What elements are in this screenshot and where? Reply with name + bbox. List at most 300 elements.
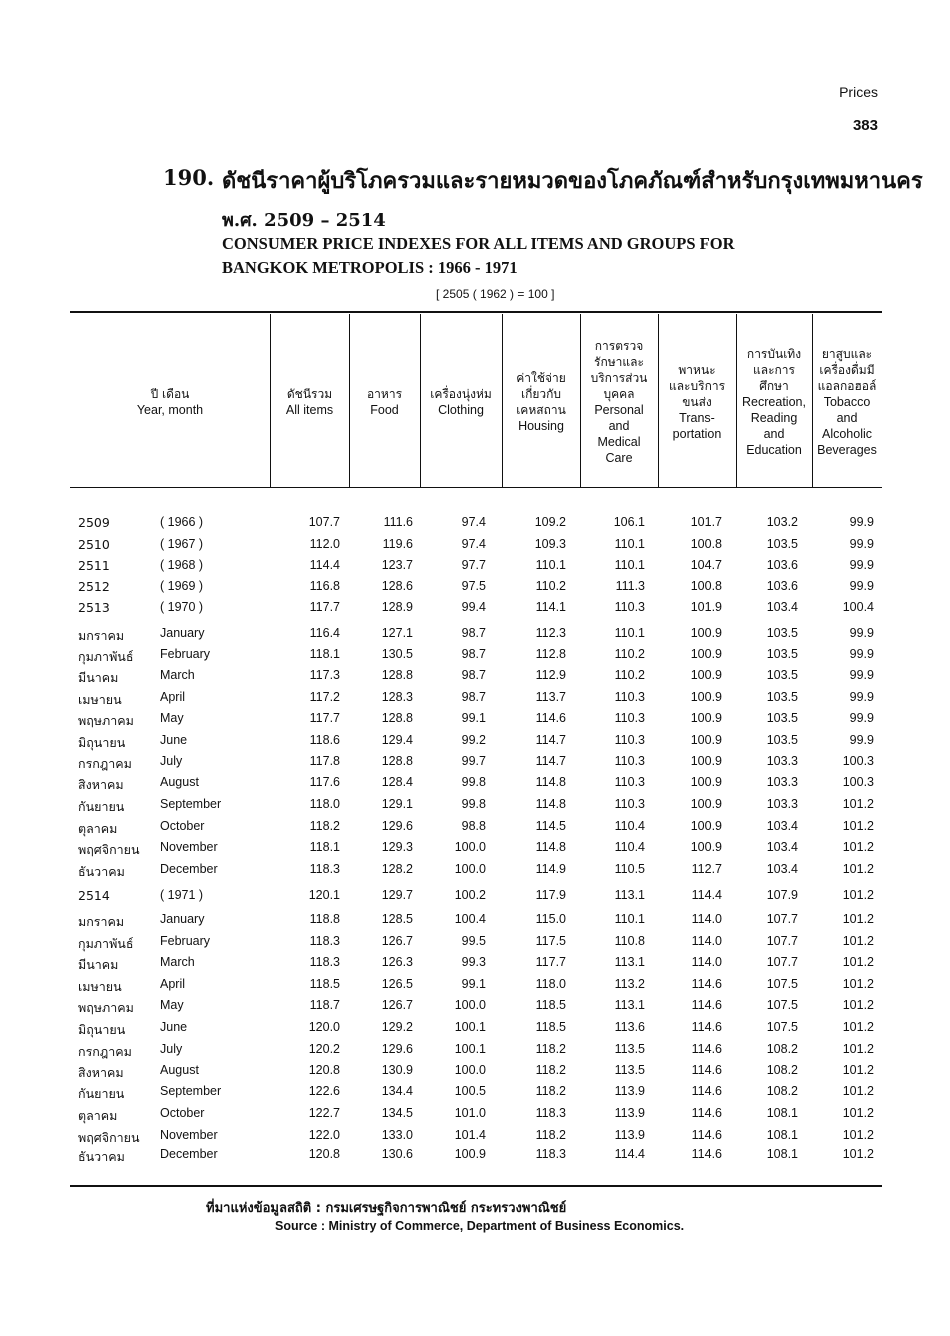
table-cell: 99.9 [849,579,874,593]
table-cell: 129.1 [381,797,413,811]
table-cell: 134.5 [381,1106,413,1120]
table-cell: 122.6 [308,1084,340,1098]
header-bottom-rule [70,487,882,488]
row-label-english: ( 1968 ) [160,558,204,572]
table-cell: 110.1 [614,558,645,572]
table-cell: 108.1 [766,1106,798,1120]
column-header-thai: บุคคล [603,387,635,401]
table-cell: 100.3 [842,754,874,768]
table-cell: 103.5 [766,668,798,682]
row-label-thai: มกราคม [78,628,125,643]
table-cell: 112.8 [535,647,566,661]
table-cell: 120.8 [308,1063,340,1077]
table-cell: 103.6 [766,579,798,593]
row-label-english: May [160,711,184,725]
row-label-english: April [160,977,186,991]
table-row [0,577,950,597]
table-row [0,1082,950,1102]
table-cell: 118.5 [535,998,566,1012]
table-cell: 117.9 [535,888,566,902]
table-cell: 110.1 [614,626,645,640]
row-label-thai: 2514 [78,888,110,903]
table-cell: 101.0 [454,1106,486,1120]
table-cell: 100.0 [454,998,486,1012]
row-label-english: July [160,1042,183,1056]
table-row [0,860,950,880]
subtitle-thai-years: พ.ศ. 2509 – 2514 [222,210,386,231]
table-cell: 101.4 [454,1128,486,1142]
table-cell: 114.8 [535,775,566,789]
table-cell: 128.3 [381,690,413,704]
row-label-thai: 2512 [78,579,110,594]
table-cell: 128.2 [381,862,413,876]
table-cell: 115.0 [535,912,566,926]
table-row [0,556,950,576]
table-cell: 109.3 [534,537,566,551]
table-cell: 97.5 [461,579,486,593]
row-label-thai: มิถุนายน [78,1022,126,1037]
table-cell: 114.6 [691,1042,722,1056]
table-row [0,731,950,751]
table-cell: 101.2 [842,912,874,926]
table-cell: 97.4 [461,515,486,529]
column-header-english: Reading [750,411,798,425]
table-cell: 107.5 [766,977,798,991]
row-label-english: January [160,912,205,926]
table-cell: 117.3 [309,668,340,682]
row-label-english: September [160,797,222,811]
table-cell: 104.7 [690,558,722,572]
table-cell: 126.7 [381,934,413,948]
table-cell: 99.9 [849,515,874,529]
row-label-english: ( 1969 ) [160,579,204,593]
table-row [0,535,950,555]
table-cell: 107.7 [766,934,798,948]
table-row [0,688,950,708]
column-header-english: and [836,411,858,425]
table-cell: 103.3 [766,797,798,811]
table-cell: 99.5 [461,934,486,948]
source-note-thai: ที่มาแห่งข้อมูลสถิติ : กรมเศรษฐกิจการพาณิชย์ กระทรวงพาณิชย์ [206,1201,567,1216]
table-row [0,886,950,906]
table-cell: 114.7 [535,754,566,768]
row-label-english: November [160,1128,218,1142]
column-header-thai: พาหนะ [678,363,716,377]
table-cell: 118.2 [535,1042,566,1056]
row-label-english: December [160,862,218,876]
table-cell: 103.4 [766,840,798,854]
table-cell: 114.0 [691,912,722,926]
row-label-thai: เมษายน [78,979,122,994]
table-cell: 101.2 [842,1063,874,1077]
table-cell: 110.3 [614,690,645,704]
table-cell: 133.0 [381,1128,413,1142]
table-cell: 117.7 [535,955,566,969]
column-header-thai: เครื่องนุ่งห่ม [430,387,492,401]
column-header-thai: บริการส่วน [590,371,648,385]
table-cell: 116.8 [309,579,340,593]
row-label-thai: สิงหาคม [78,777,124,792]
table-row [0,817,950,837]
table-cell: 103.6 [766,558,798,572]
table-cell: 117.7 [309,711,340,725]
table-cell: 114.8 [535,797,566,811]
row-label-thai: มีนาคม [78,670,119,685]
row-label-english: October [160,1106,205,1120]
column-header [580,318,658,486]
table-cell: 99.9 [849,647,874,661]
table-bottom-rule [70,1185,882,1187]
table-cell: 100.8 [690,579,722,593]
table-cell: 99.9 [849,626,874,640]
table-cell: 101.7 [690,515,722,529]
column-header-english: Medical [597,435,641,449]
column-header-english: Recreation, [742,395,806,409]
table-cell: 100.9 [690,690,722,704]
column-header [349,318,420,486]
row-label-english: November [160,840,218,854]
column-header-english: Food [370,403,399,417]
table-cell: 110.2 [614,668,645,682]
table-cell: 100.9 [690,626,722,640]
base-year-note: [ 2505 ( 1962 ) = 100 ] [436,287,555,301]
table-cell: 128.8 [381,754,413,768]
table-cell: 114.8 [535,840,566,854]
table-cell: 110.4 [614,819,645,833]
table-cell: 99.8 [461,797,486,811]
table-cell: 108.1 [766,1128,798,1142]
row-label-thai: ธันวาคม [78,1149,125,1164]
table-cell: 111.3 [615,579,645,593]
table-cell: 100.8 [690,537,722,551]
table-cell: 114.6 [691,1020,722,1034]
row-label-thai: มกราคม [78,914,125,929]
column-header-thai: การตรวจ [594,339,644,353]
table-cell: 101.2 [842,1147,874,1161]
table-cell: 118.1 [309,840,340,854]
page-number: 383 [852,117,878,134]
table-cell: 101.2 [842,955,874,969]
table-cell: 99.7 [461,754,486,768]
table-cell: 114.6 [691,998,722,1012]
table-cell: 113.9 [614,1128,645,1142]
column-header-thai: และการ [753,363,795,377]
table-cell: 107.5 [766,998,798,1012]
column-header-english: Care [605,451,633,465]
table-number: 190. [163,165,215,190]
table-cell: 100.9 [690,754,722,768]
table-cell: 129.4 [381,733,413,747]
column-header [658,318,736,486]
column-header-thai: เคหสถาน [516,403,566,417]
table-cell: 119.6 [382,537,413,551]
table-cell: 110.3 [614,797,645,811]
table-cell: 100.0 [454,862,486,876]
table-cell: 107.7 [308,515,340,529]
table-cell: 99.9 [849,558,874,572]
table-cell: 118.5 [535,1020,566,1034]
table-cell: 114.6 [535,711,566,725]
row-label-thai: พฤศจิกายน [78,842,140,857]
table-cell: 114.0 [691,955,722,969]
table-row [0,513,950,533]
table-cell: 129.3 [381,840,413,854]
column-header-thai: ศึกษา [759,379,789,393]
table-cell: 110.2 [614,647,645,661]
row-label-english: January [160,626,205,640]
column-header-english: All items [285,403,334,417]
row-label-english: July [160,754,183,768]
table-cell: 122.7 [308,1106,340,1120]
table-row [0,996,950,1016]
table-cell: 114.4 [614,1147,645,1161]
row-label-thai: มีนาคม [78,957,119,972]
row-label-english: June [160,733,188,747]
column-header-thai: การบันเทิง [746,347,802,361]
table-cell: 110.1 [614,912,645,926]
table-cell: 103.5 [766,690,798,704]
table-cell: 103.5 [766,537,798,551]
column-header-thai: ปี เดือน [150,387,190,401]
table-cell: 118.7 [309,998,340,1012]
table-cell: 129.6 [381,819,413,833]
column-header [502,318,580,486]
row-label-thai: 2513 [78,600,110,615]
table-cell: 129.2 [381,1020,413,1034]
table-cell: 103.4 [766,862,798,876]
column-header-thai: เครื่องดื่มมี [819,363,875,377]
table-cell: 99.9 [849,711,874,725]
column-header-english: Trans- [679,411,715,425]
table-cell: 98.8 [461,819,486,833]
table-row [0,795,950,815]
table-cell: 100.4 [842,600,874,614]
table-cell: 128.8 [381,711,413,725]
table-cell: 110.3 [614,711,645,725]
table-row [0,773,950,793]
column-header-english: Tobacco [823,395,871,409]
row-label-thai: เมษายน [78,692,122,707]
table-row [0,666,950,686]
table-cell: 122.0 [308,1128,340,1142]
table-cell: 99.3 [461,955,486,969]
table-cell: 114.6 [691,1084,722,1098]
table-cell: 103.5 [766,626,798,640]
column-header-english: Beverages [817,443,877,457]
table-cell: 100.9 [690,711,722,725]
column-header-thai: อาหาร [366,387,403,401]
table-cell: 103.5 [766,711,798,725]
source-note-english: Source : Ministry of Commerce, Department of Business Economics. [275,1219,685,1233]
table-cell: 97.7 [461,558,486,572]
table-cell: 118.3 [535,1106,566,1120]
column-header-english: and [608,419,630,433]
table-cell: 107.9 [766,888,798,902]
table-cell: 98.7 [461,647,486,661]
column-header-english: portation [672,427,722,441]
table-cell: 107.7 [766,955,798,969]
title-thai: ดัชนีราคาผู้บริโภครวมและรายหมวดของโภคภัณฑ์สำหรับกรุงเทพมหานคร [222,168,923,194]
table-cell: 114.4 [691,888,722,902]
row-label-english: ( 1971 ) [160,888,204,902]
row-label-thai: ตุลาคม [78,821,118,836]
row-label-thai: ตุลาคม [78,1108,118,1123]
table-cell: 100.9 [690,647,722,661]
table-cell: 113.2 [614,977,645,991]
column-header-thai: รักษาและ [594,355,644,369]
row-label-english: March [160,668,195,682]
table-cell: 101.2 [842,797,874,811]
table-row [0,1126,950,1146]
table-cell: 120.2 [308,1042,340,1056]
table-cell: 101.2 [842,819,874,833]
column-header-english: Education [746,443,802,457]
row-label-english: ( 1966 ) [160,515,204,529]
table-cell: 114.0 [691,934,722,948]
table-cell: 100.0 [454,840,486,854]
row-label-english: October [160,819,205,833]
table-cell: 103.4 [766,819,798,833]
table-cell: 100.9 [690,668,722,682]
table-cell: 116.4 [309,626,340,640]
column-header-english: Alcoholic [821,427,873,441]
table-cell: 110.1 [535,558,566,572]
table-cell: 101.2 [842,998,874,1012]
table-cell: 100.1 [454,1042,486,1056]
table-cell: 118.5 [309,977,340,991]
table-cell: 129.6 [381,1042,413,1056]
table-cell: 118.3 [309,955,340,969]
column-header-english: Clothing [438,403,484,417]
table-cell: 103.3 [766,754,798,768]
table-row [0,598,950,618]
row-label-thai: พฤศจิกายน [78,1130,140,1145]
table-cell: 118.2 [535,1063,566,1077]
table-row [0,709,950,729]
table-cell: 100.9 [690,819,722,833]
table-cell: 99.9 [849,733,874,747]
row-label-thai: สิงหาคม [78,1065,124,1080]
row-label-thai: มิถุนายน [78,735,126,750]
table-cell: 99.1 [461,711,486,725]
row-label-english: September [160,1084,222,1098]
table-cell: 117.7 [309,600,340,614]
table-cell: 114.7 [535,733,566,747]
table-cell: 103.5 [766,733,798,747]
row-label-english: April [160,690,186,704]
row-label-thai: พฤษภาคม [78,713,134,728]
table-cell: 100.9 [690,840,722,854]
table-cell: 114.6 [691,1063,722,1077]
table-cell: 100.9 [690,797,722,811]
running-head: Prices [839,84,878,100]
column-header-english: and [763,427,785,441]
column-header-english: Year, month [136,403,204,417]
table-cell: 128.4 [381,775,413,789]
table-cell: 101.2 [842,1042,874,1056]
table-cell: 126.7 [381,998,413,1012]
table-cell: 120.8 [308,1147,340,1161]
table-cell: 127.1 [381,626,413,640]
table-cell: 126.3 [381,955,413,969]
table-cell: 101.2 [842,1020,874,1034]
row-label-english: March [160,955,195,969]
column-header [736,318,812,486]
row-label-thai: พฤษภาคม [78,1000,134,1015]
table-cell: 103.3 [766,775,798,789]
table-row [0,1104,950,1124]
column-header-thai: ดัชนีรวม [286,387,333,401]
table-cell: 118.8 [309,912,340,926]
table-cell: 114.6 [691,1106,722,1120]
table-cell: 110.8 [614,934,645,948]
table-cell: 100.1 [454,1020,486,1034]
table-cell: 99.9 [849,537,874,551]
row-label-thai: กุมภาพันธ์ [78,936,134,951]
table-top-rule [70,311,882,313]
table-cell: 114.1 [535,600,566,614]
table-cell: 107.5 [766,1020,798,1034]
table-cell: 134.4 [381,1084,413,1098]
column-header [270,318,349,486]
table-cell: 99.9 [849,690,874,704]
table-cell: 118.2 [535,1084,566,1098]
column-header-thai: และบริการ [668,379,726,393]
table-cell: 100.4 [454,912,486,926]
table-cell: 120.1 [308,888,340,902]
table-cell: 101.2 [842,888,874,902]
table-cell: 113.5 [614,1063,645,1077]
column-header-thai: เกี่ยวกับ [520,387,562,401]
table-cell: 100.9 [690,733,722,747]
table-cell: 109.2 [534,515,566,529]
table-cell: 110.3 [614,733,645,747]
table-cell: 101.9 [690,600,722,614]
column-header-english: Housing [518,419,564,433]
row-label-english: ( 1970 ) [160,600,204,614]
table-cell: 100.0 [454,1063,486,1077]
title-english-line-2: BANGKOK METROPOLIS : 1966 - 1971 [222,258,518,277]
table-cell: 100.3 [842,775,874,789]
table-cell: 108.2 [766,1084,798,1098]
table-cell: 99.8 [461,775,486,789]
row-label-english: June [160,1020,188,1034]
table-cell: 100.2 [454,888,486,902]
table-cell: 100.9 [690,775,722,789]
table-cell: 123.7 [381,558,413,572]
table-cell: 118.0 [309,797,340,811]
table-cell: 99.1 [461,977,486,991]
table-cell: 117.5 [535,934,566,948]
table-cell: 128.6 [381,579,413,593]
table-cell: 110.1 [614,537,645,551]
table-cell: 117.2 [309,690,340,704]
table-row [0,910,950,930]
table-cell: 113.9 [614,1106,645,1120]
table-cell: 108.2 [766,1063,798,1077]
row-label-english: February [160,647,211,661]
table-cell: 130.5 [381,647,413,661]
row-label-thai: ธันวาคม [78,864,125,879]
table-cell: 100.9 [454,1147,486,1161]
table-cell: 130.9 [381,1063,413,1077]
table-cell: 107.7 [766,912,798,926]
table-row [0,953,950,973]
table-cell: 110.5 [614,862,645,876]
table-cell: 126.5 [381,977,413,991]
table-cell: 110.3 [614,754,645,768]
table-cell: 114.4 [309,558,340,572]
